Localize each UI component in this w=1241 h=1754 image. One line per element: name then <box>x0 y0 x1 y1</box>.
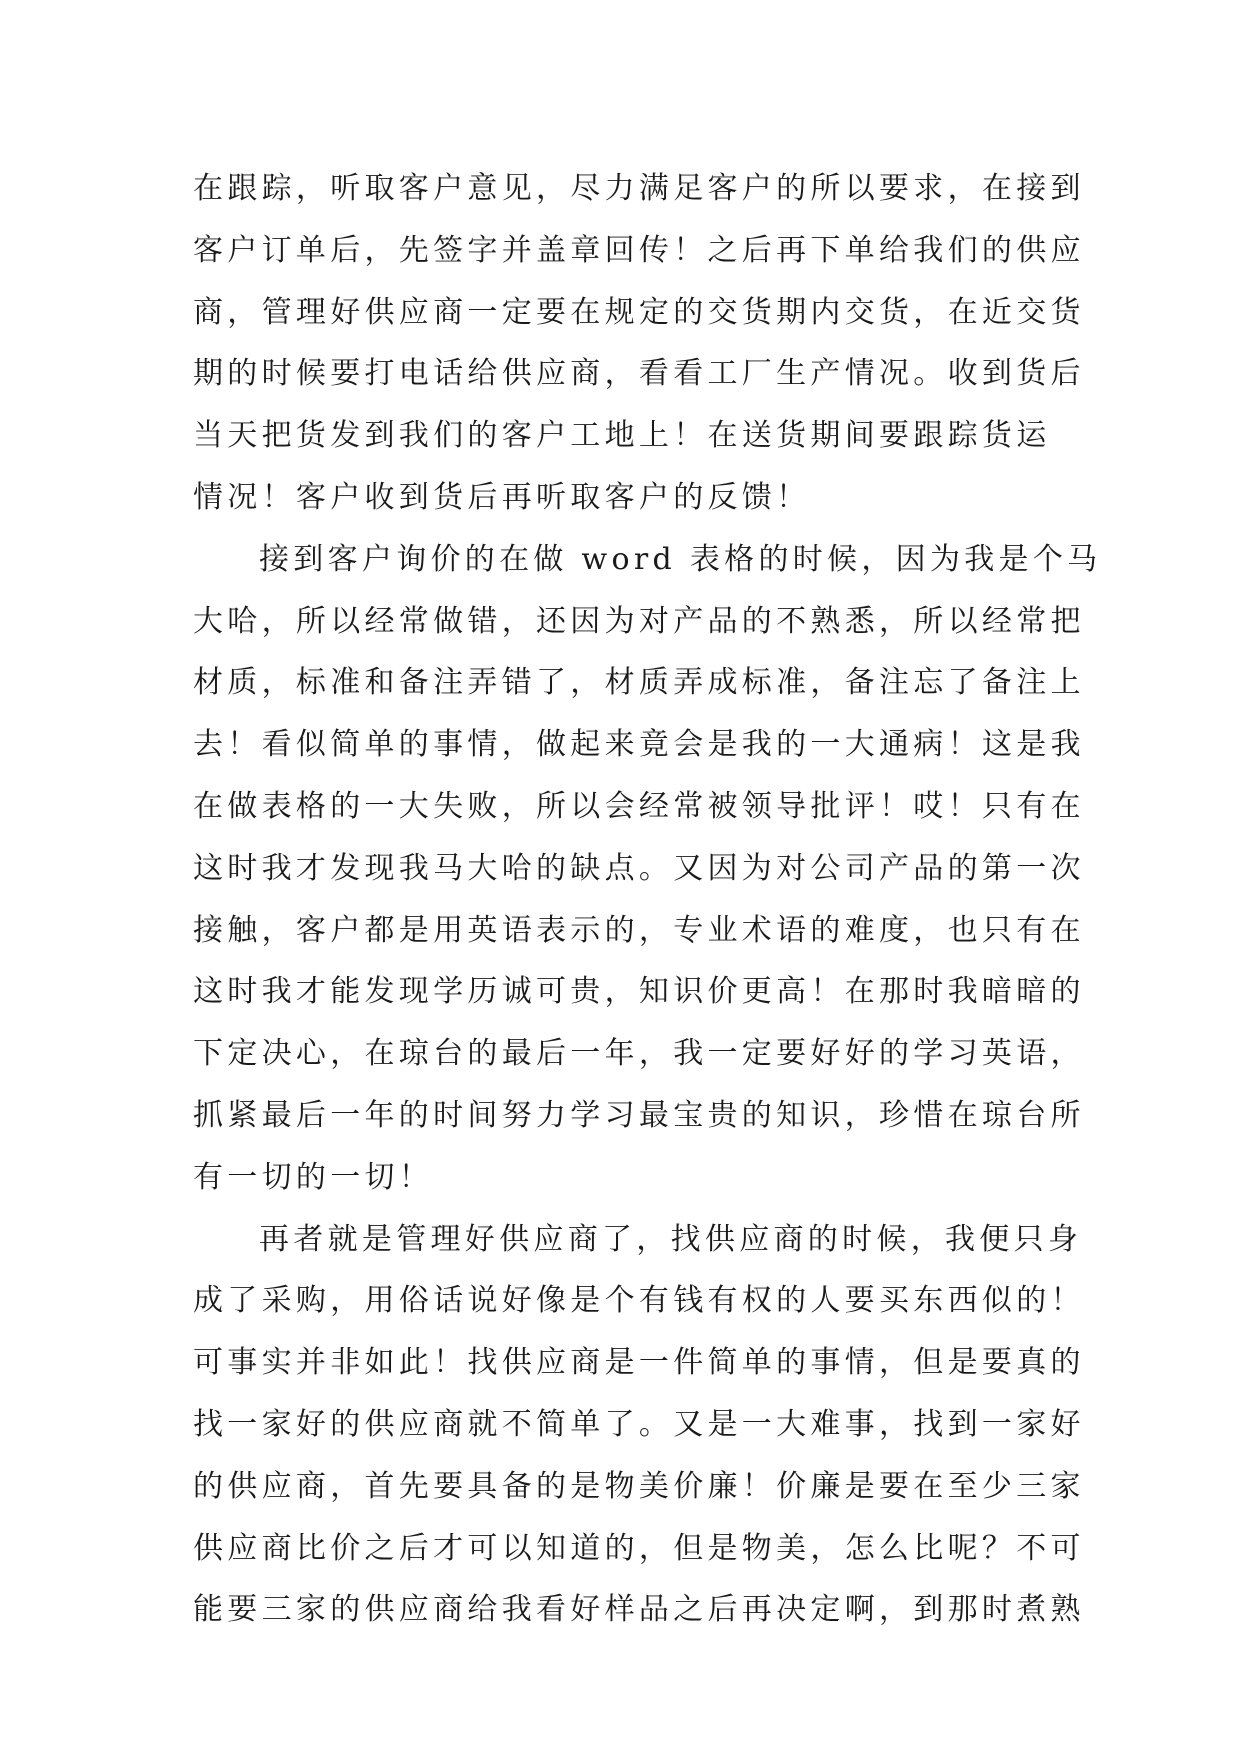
text-line: 有一切的一切！ <box>193 1159 434 1195</box>
text-line-indented: 再者就是管理好供应商了，找供应商的时候，我便只身 <box>259 1221 1083 1257</box>
text-line: 能要三家的供应商给我看好样品之后再决定啊，到那时煮熟 <box>193 1592 1085 1628</box>
text-line: 客户订单后，先签字并盖章回传！之后再下单给我们的供应 <box>193 232 1085 268</box>
document-body <box>193 158 1102 1641</box>
text-line: 在跟踪，听取客户意见，尽力满足客户的所以要求，在接到 <box>193 171 1085 206</box>
text-line: 材质，标准和备注弄错了，材质弄成标准，备注忘了备注上 <box>193 665 1085 701</box>
text-line: 找一家好的供应商就不简单了。又是一大难事，找到一家好 <box>193 1406 1085 1442</box>
paragraph-1 <box>193 158 1093 529</box>
text-line: 抓紧最后一年的时间努力学习最宝贵的知识，珍惜在琼台所 <box>193 1097 1085 1133</box>
text-line: 的供应商，首先要具备的是物美价廉！价廉是要在至少三家 <box>193 1468 1085 1504</box>
text-line: 情况！客户收到货后再听取客户的反馈！ <box>193 479 811 515</box>
text-line: 商，管理好供应商一定要在规定的交货期内交货，在近交货 <box>193 294 1085 330</box>
text-line: 下定决心，在琼台的最后一年，我一定要好好的学习英语， <box>193 1036 1085 1072</box>
text-line: 期的时候要打电话给供应商，看看工厂生产情况。收到货后 <box>193 356 1085 392</box>
text-line: 接触，客户都是用英语表示的，专业术语的难度，也只有在 <box>193 912 1085 948</box>
text-line: 这时我才发现我马大哈的缺点。又因为对公司产品的第一次 <box>193 850 1085 886</box>
text-line: 这时我才能发现学历诚可贵，知识价更高！在那时我暗暗的 <box>193 974 1085 1010</box>
text-line-indented: 接到客户询价的在做 word 表格的时候，因为我是个马 <box>259 541 1102 577</box>
text-line: 供应商比价之后才可以知道的，但是物美，怎么比呢？不可 <box>193 1530 1085 1566</box>
text-line: 在做表格的一大失败，所以会经常被领导批评！哎！只有在 <box>193 788 1085 824</box>
text-line: 大哈，所以经常做错，还因为对产品的不熟悉，所以经常把 <box>193 603 1085 639</box>
text-line: 成了采购，用俗话说好像是个有钱有权的人要买东西似的！ <box>193 1283 1085 1319</box>
text-line: 当天把货发到我们的客户工地上！在送货期间要跟踪货运 <box>193 418 1051 454</box>
paragraph-2 <box>193 529 1102 1209</box>
paragraph-3 <box>193 1209 1093 1642</box>
text-line: 可事实并非如此！找供应商是一件简单的事情，但是要真的 <box>193 1345 1085 1381</box>
text-line: 去！看似简单的事情，做起来竟会是我的一大通病！这是我 <box>193 727 1085 763</box>
